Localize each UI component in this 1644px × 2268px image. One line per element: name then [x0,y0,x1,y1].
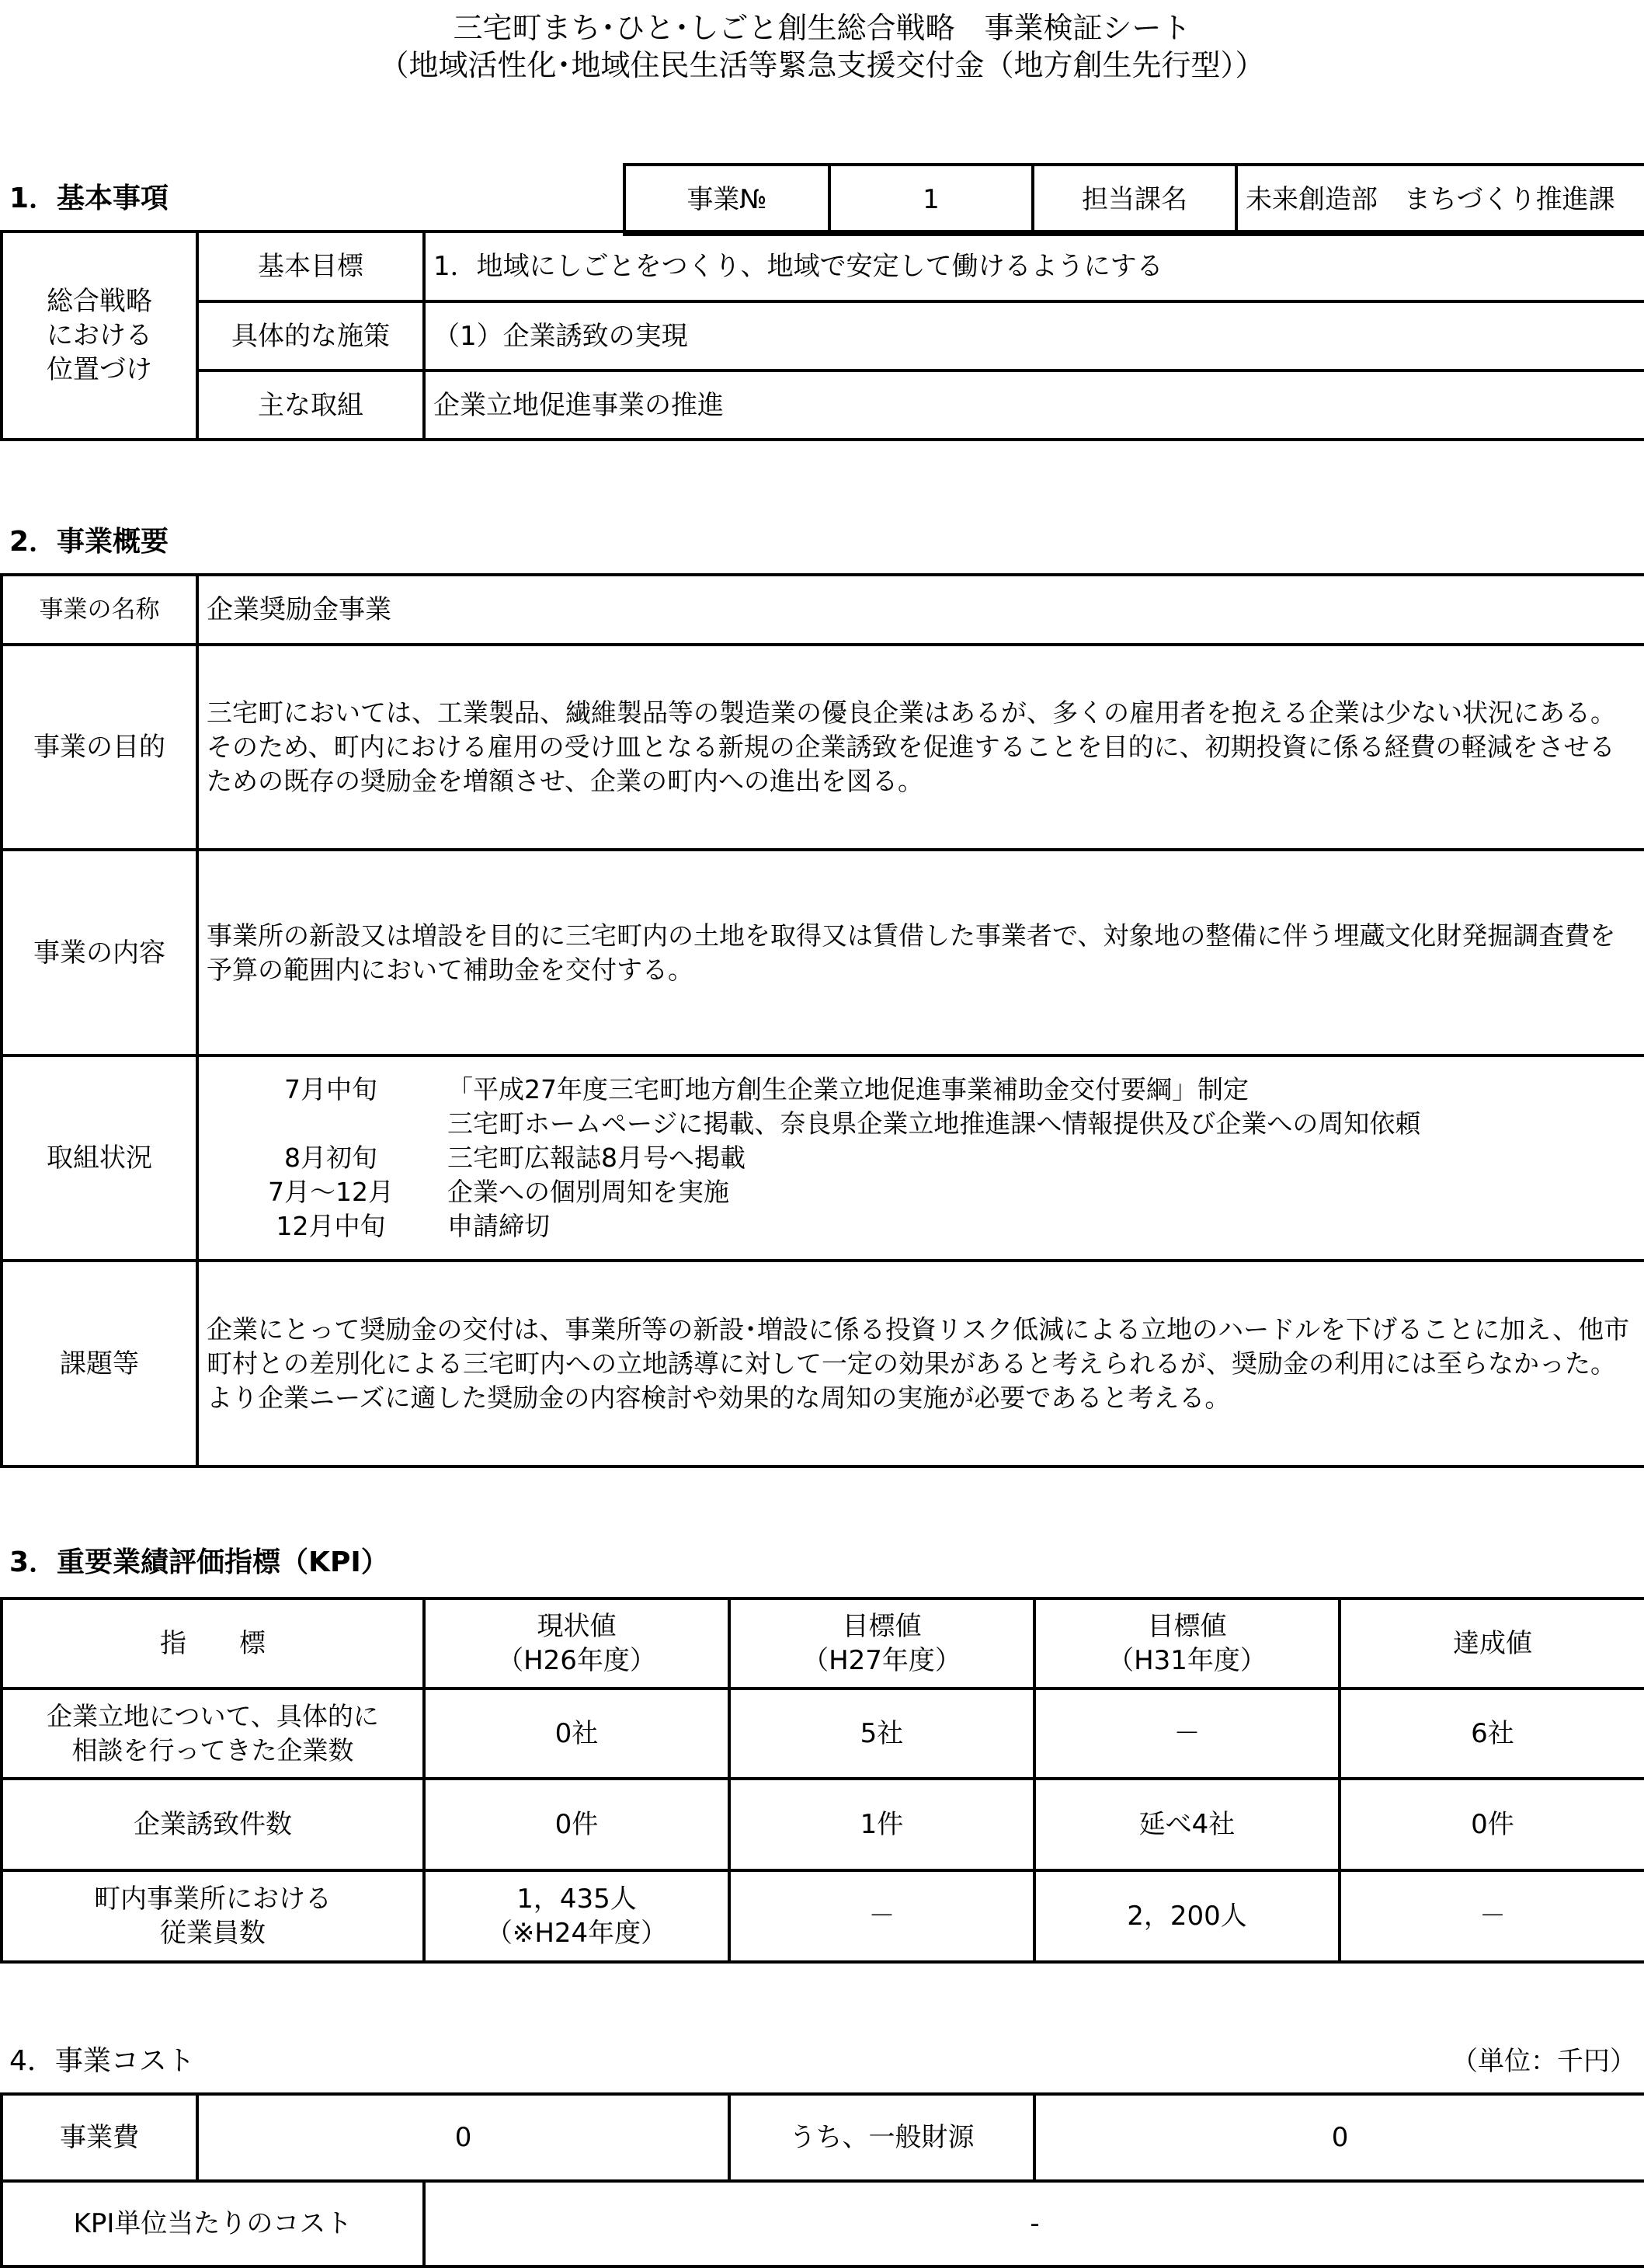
section1-position-table [0,230,1644,441]
status-list [207,1073,1636,1244]
kpi-cost-label: KPI単位当たりのコスト [2,2181,424,2266]
kpi-achieved: 0件 [1340,1779,1644,1870]
status-time: 8月初旬 [284,1143,377,1173]
kpi-header-indicator: 指 標 [2,1598,424,1689]
kpi-achieved: － [1340,1870,1644,1962]
kpi-cost-value: - [424,2181,1644,2266]
kpi-target-h27: 1件 [729,1779,1034,1870]
kpi-indicator: 企業誘致件数 [2,1779,424,1870]
kpi-table [0,1597,1644,1964]
kpi-header-target-h27: 目標値 （H27年度） [729,1598,1034,1689]
status-text: 企業への個別周知を実施 [447,1177,729,1207]
status-time: 7月～12月 [268,1177,394,1207]
table-row [2,1779,1644,1870]
tanto-label: 担当課名 [1033,165,1236,235]
kpi-current: 0社 [424,1689,729,1779]
kpi-target-h31: － [1034,1689,1340,1779]
kpi-indicator: 町内事業所における 従業員数 [2,1870,424,1962]
page-title-line2: （地域活性化･地域住民生活等緊急支援交付金（地方創生先行型）） [379,48,1265,82]
tanto-value: 未来創造部 まちづくり推進課 [1236,165,1644,235]
kpi-achieved: 6社 [1340,1689,1644,1779]
section4-heading: 4．事業コスト [9,2045,195,2077]
status-time: 12月中旬 [276,1211,386,1241]
jigyo-name-value: 企業奨励金事業 [197,575,1644,645]
status-cell [197,1056,1644,1261]
kpi-target-h31: 延べ4社 [1034,1779,1340,1870]
page-title-line1: 三宅町まち･ひと･しごと創生総合戦略 事業検証シート [453,11,1191,45]
section2-overview-table [0,573,1644,1468]
issues-label: 課題等 [2,1261,197,1466]
status-text: 申請締切 [447,1211,550,1241]
kpi-current: 1，435人 （※H24年度） [424,1870,729,1962]
cost-table [0,2092,1644,2268]
general-fund-value: 0 [1034,2094,1644,2181]
unit-note: （単位：千円） [1451,2046,1636,2077]
kpi-header-achieved: 達成値 [1340,1598,1644,1689]
table-row [2,1870,1644,1962]
status-text: 三宅町ホームページに掲載、奈良県企業立地推進課へ情報提供及び企業への周知依頼 [447,1108,1421,1139]
status-time [214,1107,447,1141]
general-fund-label: うち、一般財源 [729,2094,1034,2181]
jigyo-no-label: 事業№ [624,165,829,235]
section1-header-table [623,163,1644,236]
status-text: 三宅町広報誌8月号へ掲載 [447,1143,746,1173]
content-value: 事業所の新設又は増設を目的に三宅町内の土地を取得又は賃借した事業者で、対象地の整備に伴う埋蔵文化財発掘調査費を予算の範囲内において補助金を交付する。 [197,850,1644,1056]
jigyo-name-label: 事業の名称 [2,575,197,645]
purpose-label: 事業の目的 [2,645,197,850]
kpi-target-h27: － [729,1870,1034,1962]
issues-value: 企業にとって奨励金の交付は、事業所等の新設･増設に係る投資リスク低減による立地のハードルを下げることに加え、他市町村との差別化による三宅町内への立地誘導に対して一定の効果があると考えられるが、奨励金の利用には至らなかった。より企業ニーズに適した奨励金の内容検討や効果的な周知の実施が必要であると考える。 [197,1261,1644,1466]
status-label: 取組状況 [2,1056,197,1261]
shisaku-value: （1）企業誘致の実現 [424,301,1644,370]
status-time: 7月中旬 [284,1074,377,1104]
kpi-header-target-h31: 目標値 （H31年度） [1034,1598,1340,1689]
position-group-label: 総合戦略 における 位置づけ [2,231,197,440]
cost-label: 事業費 [2,2094,197,2181]
cost-value: 0 [197,2094,729,2181]
page-title [0,9,1644,84]
table-row [2,1689,1644,1779]
kpi-target-h27: 5社 [729,1689,1034,1779]
section3-heading: 3．重要業績評価指標（KPI） [9,1546,389,1578]
purpose-value: 三宅町においては、工業製品、繊維製品等の製造業の優良企業はあるが、多くの雇用者を抱える企業は少ない状況にある。そのため、町内における雇用の受け皿となる新規の企業誘致を促進することを目的に、初期投資に係る経費の軽減をさせるための既存の奨励金を増額させ、企業の町内への進出を図る。 [197,645,1644,850]
kpi-indicator: 企業立地について、具体的に 相談を行ってきた企業数 [2,1689,424,1779]
torikumi-label: 主な取組 [197,370,424,440]
section2-heading: 2．事業概要 [9,526,169,558]
jigyo-no-value: 1 [829,165,1033,235]
kpi-header-current: 現状値 （H26年度） [424,1598,729,1689]
kpi-current: 0件 [424,1779,729,1870]
kihon-mokuhyo-label: 基本目標 [197,231,424,301]
status-text: 「平成27年度三宅町地方創生企業立地促進事業補助金交付要綱」制定 [447,1074,1249,1104]
content-label: 事業の内容 [2,850,197,1056]
kihon-mokuhyo-value: 1．地域にしごとをつくり、地域で安定して働けるようにする [424,231,1644,301]
torikumi-value: 企業立地促進事業の推進 [424,370,1644,440]
shisaku-label: 具体的な施策 [197,301,424,370]
kpi-target-h31: 2，200人 [1034,1870,1340,1962]
section1-heading: 1．基本事項 [9,183,169,214]
